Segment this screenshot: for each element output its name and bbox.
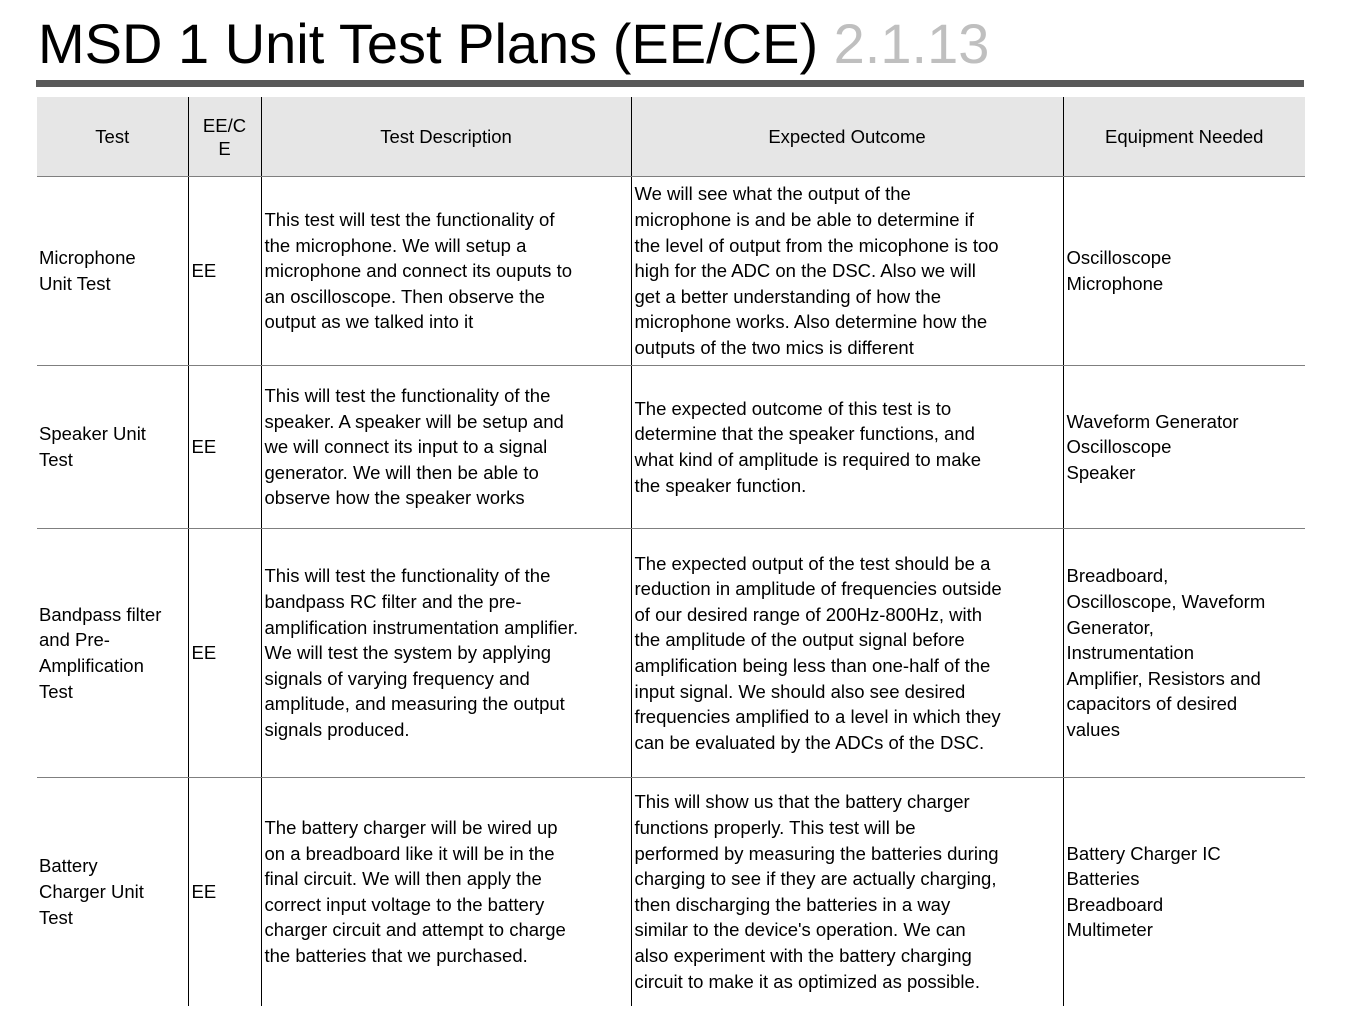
cell-test xyxy=(37,778,188,1006)
cell-eece xyxy=(188,366,261,529)
cell-description-line: the batteries that we purchased. xyxy=(264,944,528,966)
cell-equipment-line: Multimeter xyxy=(1066,919,1153,941)
cell-description-line: we will connect its input to a signal xyxy=(264,436,548,458)
cell-test-line: Charger Unit xyxy=(39,880,144,902)
cell-description xyxy=(261,177,631,366)
cell-eece-text: EE xyxy=(191,880,217,902)
cell-outcome-line: The expected outcome of this test is to xyxy=(634,397,952,419)
cell-outcome-line: We will see what the output of the xyxy=(634,183,911,205)
cell-outcome-line: get a better understanding of how the xyxy=(634,285,941,307)
cell-description-line: This will test the functionality of the xyxy=(264,385,551,407)
cell-description-line: The battery charger will be wired up xyxy=(264,816,558,838)
cell-outcome-line: similar to the device's operation. We can xyxy=(634,919,966,941)
table-row xyxy=(37,529,1305,778)
header-equipment: Equipment Needed xyxy=(1063,97,1305,177)
cell-equipment-line: Amplifier, Resistors and xyxy=(1066,667,1261,689)
cell-outcome-line: charging to see if they are actually charging, xyxy=(634,868,997,890)
cell-description-line: generator. We will then be able to xyxy=(264,461,539,483)
cell-description-line: This test will test the functionality of xyxy=(264,209,555,231)
cell-outcome-line: amplification being less than one-half of the xyxy=(634,655,991,676)
cell-description-line: amplitude, and measuring the output xyxy=(264,693,565,715)
cell-test xyxy=(37,177,188,366)
cell-outcome-line: the speaker function. xyxy=(634,474,807,496)
table-header-row xyxy=(37,97,1305,177)
cell-eece-text: EE xyxy=(191,436,217,458)
cell-eece xyxy=(188,778,261,1006)
cell-test-line: Speaker Unit xyxy=(39,423,146,445)
cell-test-line: Test xyxy=(39,449,73,470)
cell-equipment-line: Oscilloscope xyxy=(1066,436,1172,458)
cell-outcome-line: circuit to make it as optimized as possible. xyxy=(634,970,980,992)
cell-outcome-line: what kind of amplitude is required to make xyxy=(634,449,982,470)
slide-title xyxy=(38,10,989,78)
cell-description-line: output as we talked into it xyxy=(264,311,474,333)
table-row xyxy=(37,366,1305,529)
cell-equipment-line: Speaker xyxy=(1066,461,1136,483)
cell-description-line: observe how the speaker works xyxy=(264,487,525,509)
header-test: Test xyxy=(37,97,188,177)
cell-description-line: correct input voltage to the battery xyxy=(264,893,545,915)
cell-test-line: Test xyxy=(39,906,73,928)
cell-outcome-line: high for the ADC on the DSC. Also we will xyxy=(634,260,976,282)
cell-equipment-line: values xyxy=(1066,718,1120,740)
cell-equipment-line: Waveform Generator xyxy=(1066,410,1239,432)
cell-description-line: microphone and connect its ouputs to xyxy=(264,260,572,282)
cell-outcome-line: This will show us that the battery charger xyxy=(634,791,970,813)
cell-equipment-line: Generator, xyxy=(1066,616,1154,638)
cell-outcome-line: the amplitude of the output signal before xyxy=(634,629,965,651)
cell-outcome-line: functions properly. This test will be xyxy=(634,816,916,838)
cell-equipment-line: Instrumentation xyxy=(1066,642,1195,664)
cell-equipment-line: capacitors of desired xyxy=(1066,693,1238,715)
title-underline xyxy=(36,80,1304,87)
cell-outcome-line: performed by measuring the batteries during xyxy=(634,842,999,864)
cell-equipment xyxy=(1063,529,1305,778)
cell-equipment-line: Microphone xyxy=(1066,273,1164,294)
cell-outcome xyxy=(631,177,1063,366)
cell-outcome-line: then discharging the batteries in a way xyxy=(634,893,951,915)
cell-equipment xyxy=(1063,177,1305,366)
cell-description-line: an oscilloscope. Then observe the xyxy=(264,285,545,307)
cell-test-line: Amplification xyxy=(39,655,144,676)
cell-description xyxy=(261,529,631,778)
cell-outcome-line: input signal. We should also see desired xyxy=(634,680,966,702)
cell-description-line: speaker. A speaker will be setup and xyxy=(264,410,564,432)
cell-eece-text: EE xyxy=(191,260,217,282)
cell-description-line: final circuit. We will then apply the xyxy=(264,868,542,890)
cell-outcome-line: microphone works. Also determine how the xyxy=(634,311,988,333)
cell-test-line: Battery xyxy=(39,855,98,877)
cell-outcome-line: determine that the speaker functions, and xyxy=(634,423,975,445)
cell-outcome-line: microphone is and be able to determine if xyxy=(634,209,974,231)
cell-equipment-line: Oscilloscope, Waveform xyxy=(1066,591,1266,613)
cell-outcome xyxy=(631,778,1063,1006)
cell-equipment xyxy=(1063,778,1305,1006)
cell-equipment-line: Breadboard xyxy=(1066,893,1164,915)
cell-equipment-line: Breadboard, xyxy=(1066,565,1169,587)
cell-description-line: charger circuit and attempt to charge xyxy=(264,919,566,941)
cell-outcome-line: of our desired range of 200Hz-800Hz, with xyxy=(634,603,983,625)
header-outcome: Expected Outcome xyxy=(631,97,1063,177)
header-eece xyxy=(188,97,261,177)
slide-title-text: MSD 1 Unit Test Plans (EE/CE) xyxy=(38,12,819,75)
unit-test-table xyxy=(37,97,1305,1006)
cell-description xyxy=(261,778,631,1006)
cell-description-line: signals produced. xyxy=(264,718,410,740)
slide-date: 2.1.13 xyxy=(833,12,990,75)
header-eece-line2: E xyxy=(218,137,231,159)
header-eece-line1: EE/C xyxy=(202,114,247,136)
cell-equipment-line: Oscilloscope xyxy=(1066,247,1172,269)
cell-description-line: signals of varying frequency and xyxy=(264,667,530,689)
cell-outcome-line: frequencies amplified to a level in which they xyxy=(634,706,1001,728)
table-row xyxy=(37,177,1305,366)
cell-equipment-line: Batteries xyxy=(1066,868,1140,890)
cell-eece xyxy=(188,529,261,778)
cell-outcome xyxy=(631,366,1063,529)
cell-outcome-line: also experiment with the battery charging xyxy=(634,944,972,966)
cell-outcome-line: reduction in amplitude of frequencies outside xyxy=(634,578,1002,600)
cell-description-line: amplification instrumentation amplifier. xyxy=(264,616,579,638)
header-description: Test Description xyxy=(261,97,631,177)
cell-description-line: This will test the functionality of the xyxy=(264,565,551,587)
cell-description-line: the microphone. We will setup a xyxy=(264,234,527,256)
cell-outcome-line: The expected output of the test should be a xyxy=(634,552,991,574)
cell-test-line: Bandpass filter xyxy=(39,603,162,625)
cell-test-line: Unit Test xyxy=(39,273,111,294)
cell-description-line: bandpass RC filter and the pre- xyxy=(264,591,522,613)
cell-outcome xyxy=(631,529,1063,778)
cell-outcome-line: outputs of the two mics is different xyxy=(634,336,914,358)
cell-eece-text: EE xyxy=(191,642,217,664)
cell-test-line: and Pre- xyxy=(39,629,110,651)
table-row xyxy=(37,778,1305,1006)
cell-test-line: Test xyxy=(39,680,73,702)
cell-eece xyxy=(188,177,261,366)
cell-description-line: We will test the system by applying xyxy=(264,642,552,664)
cell-equipment xyxy=(1063,366,1305,529)
cell-test xyxy=(37,366,188,529)
cell-description-line: on a breadboard like it will be in the xyxy=(264,842,555,864)
cell-test xyxy=(37,529,188,778)
cell-description xyxy=(261,366,631,529)
cell-outcome-line: the level of output from the micophone is too xyxy=(634,234,999,256)
cell-test-line: Microphone xyxy=(39,247,136,269)
cell-equipment-line: Battery Charger IC xyxy=(1066,842,1221,864)
cell-outcome-line: can be evaluated by the ADCs of the DSC. xyxy=(634,731,985,753)
